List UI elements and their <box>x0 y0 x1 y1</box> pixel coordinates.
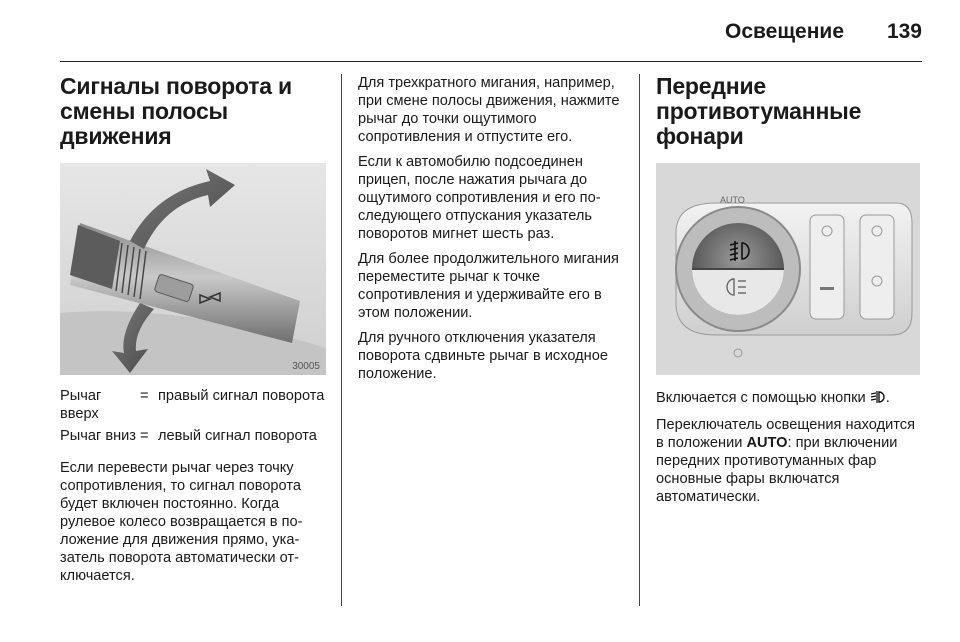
body-paragraph: Для более продолжительного мигания переместите рычаг к точке сопротивления и удерживайте его в этом положении. <box>358 251 619 321</box>
page-header <box>0 0 960 62</box>
p2-after: : при включении передних противотуманных фар основные фары включатся автоматически. <box>656 435 898 505</box>
definition-term: Рычаг вниз <box>60 428 136 444</box>
p1-end: . <box>885 390 890 406</box>
light-switch-figure <box>656 163 920 375</box>
p2-before: Переключатель освещения находится в положении <box>656 417 915 451</box>
body-paragraph: Если к автомобилю подсоединен прицеп, после нажатия рычага до ощутимого сопротивления и его последующего отпускания указатель поворотов мигнет шесть раз. <box>358 154 601 242</box>
body-paragraph: Если перевести рычаг через точку сопротивления, то сигнал поворота будет включен постоянно. Когда рулевое колесо возвращается в положение для движения прямо, указатель поворота автоматически отключается. <box>60 460 303 584</box>
turn-signal-heading: Сигналы поворота и смены полосы движения <box>60 73 292 149</box>
turn-signal-stalk-figure <box>60 163 326 375</box>
body-paragraph: Для трехкратного мигания, например, при смене полосы движения, нажмите рычаг до точки ощутимого сопротивления и отпустите его. <box>358 75 620 145</box>
section-title: Освещение <box>725 20 844 43</box>
definition-row <box>60 387 326 427</box>
definition-list <box>60 387 326 449</box>
column-divider <box>639 74 640 606</box>
column-2 <box>358 74 624 390</box>
p1-text: Включается с помощью кнопки <box>656 390 866 406</box>
light-switch-illustration <box>656 163 920 375</box>
body-paragraph <box>656 416 922 506</box>
column-3 <box>656 74 922 513</box>
front-fog-lamp-icon <box>870 390 886 409</box>
header-rule <box>60 61 922 62</box>
definition-term: Рычаг вверх <box>60 388 102 422</box>
definition-desc: левый сигнал поворота <box>158 428 317 444</box>
fog-lamps-heading: Передние противотуманные фонари <box>656 73 862 149</box>
definition-row <box>60 427 326 449</box>
column-divider <box>341 74 342 606</box>
auto-bold: AUTO <box>746 435 788 451</box>
body-paragraph <box>656 389 922 409</box>
definition-equals: = <box>140 428 149 444</box>
figure-number: 30005 <box>292 361 320 372</box>
column-1 <box>60 74 326 592</box>
body-paragraph: Для ручного отключения указателя поворота сдвиньте рычаг в исходное положение. <box>358 330 608 382</box>
definition-equals: = <box>140 388 149 404</box>
definition-desc: правый сигнал поворота <box>158 388 325 404</box>
page-number: 139 <box>886 20 922 43</box>
switch-auto-label: AUTO <box>720 195 745 205</box>
turn-signal-stalk-illustration <box>60 163 326 375</box>
